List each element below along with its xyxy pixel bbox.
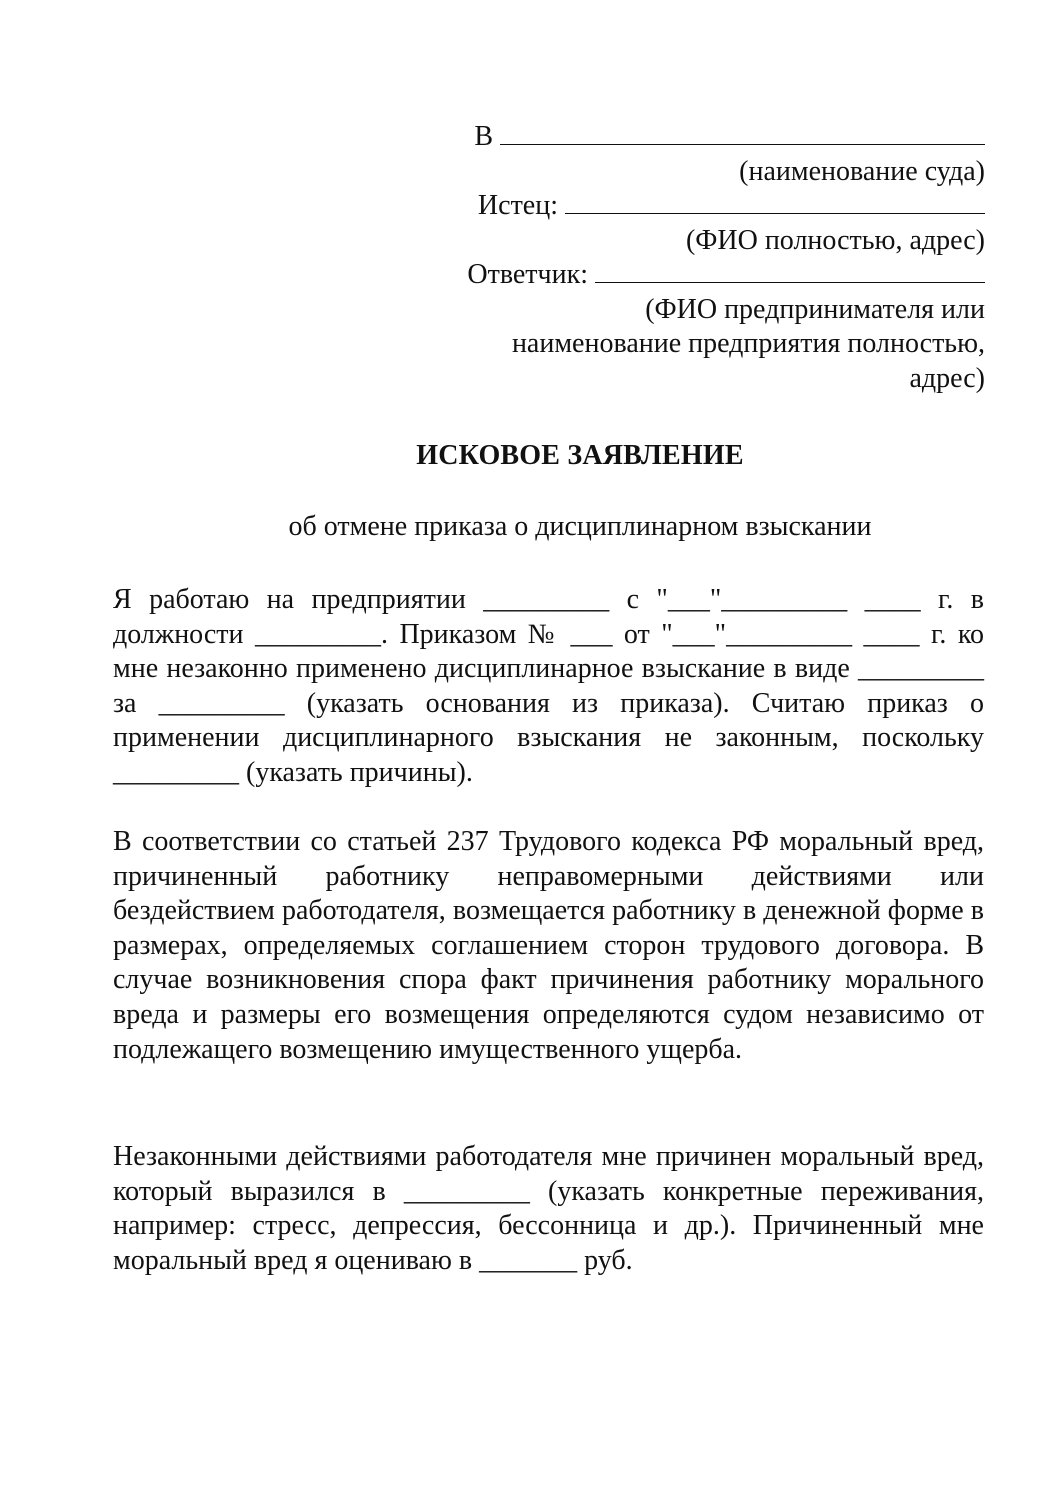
defendant-blank-line: [595, 258, 985, 283]
document-subtitle: об отмене приказа о дисциплинарном взыскании: [288, 511, 872, 542]
paragraph-employment: Я работаю на предприятии _________ с "___"_________ ____ г. в должности _________. Приказом № ___ от "___"_________ ____ г. ко мне незаконно применено дисциплинарное взыскание в виде _________ за _________ (указать основания из приказа). Считаю приказ о применении дисциплинарного взыскания не законным, поскольку _________ (указать причины).: [113, 584, 984, 788]
defendant-hint-2: наименование предприятия полностью,: [511, 328, 985, 359]
plaintiff-line: [440, 189, 985, 224]
defendant-line: [440, 258, 985, 293]
paragraph-legal-basis: В соответствии со статьей 237 Трудового кодекса РФ моральный вред, причиненный работнику неправомерными действиями или бездействием работодателя, возмещается работнику в денежной форме в размерах, определяемых соглашением сторон трудового договора. В случае возникновения спора факт причинения работнику морального вреда и размеры его возмещения определяются судом независимо от подлежащего возмещению имущественного ущерба.: [113, 826, 984, 1065]
plaintiff-hint: (ФИО полностью, адрес): [685, 224, 985, 256]
defendant-hint-3: адрес): [909, 362, 985, 394]
plaintiff-blank-line: [565, 189, 985, 214]
court-blank-line: [500, 120, 985, 145]
document-title: ИСКОВОЕ ЗАЯВЛЕНИЕ: [416, 440, 744, 471]
defendant-hint-1: (ФИО предпринимателя или: [645, 293, 985, 325]
defendant-label: Ответчик:: [467, 259, 588, 290]
court-hint: (наименование суда): [739, 155, 985, 187]
court-line: [440, 120, 985, 155]
addressee-block: [440, 120, 985, 396]
paragraph-moral-damage: Незаконными действиями работодателя мне причинен моральный вред, который выразился в _________ (указать конкретные переживания, например: стресс, депрессия, бессонница и др.). Причиненный мне моральный вред я оцениваю в _______ руб.: [113, 1141, 984, 1276]
court-prefix: В: [474, 121, 493, 152]
plaintiff-label: Истец:: [477, 190, 558, 221]
